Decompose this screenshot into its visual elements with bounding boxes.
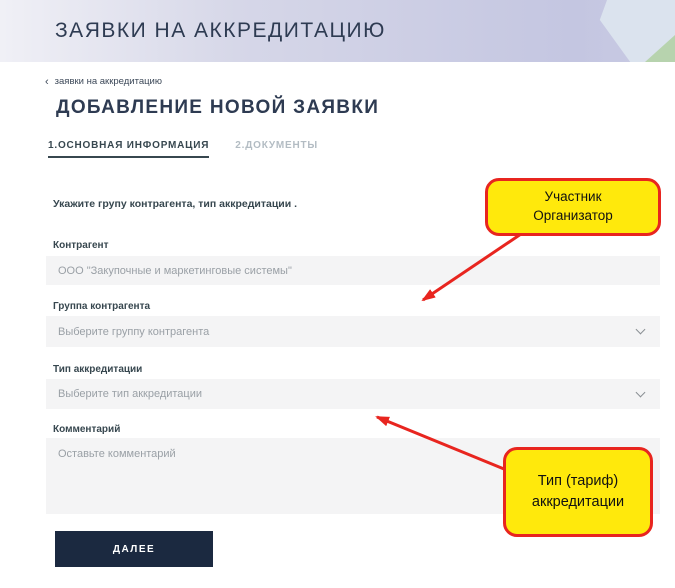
chevron-down-icon: [636, 387, 646, 397]
page-title: ДОБАВЛЕНИЕ НОВОЙ ЗАЯВКИ: [56, 97, 380, 118]
contractor-input[interactable]: [46, 256, 660, 285]
accreditation-type-select[interactable]: [46, 379, 660, 409]
breadcrumb-label[interactable]: заявки на аккредитацию: [54, 76, 162, 87]
next-button[interactable]: ДАЛЕЕ: [55, 531, 213, 567]
contractor-group-label: Группа контрагента: [53, 301, 151, 312]
callout-line: Участник: [544, 189, 602, 205]
tab-documents[interactable]: 2.ДОКУМЕНТЫ: [235, 140, 319, 151]
comment-label: Комментарий: [53, 424, 121, 435]
callout-line: Организатор: [533, 208, 613, 223]
contractor-group-select[interactable]: [46, 316, 660, 347]
chevron-down-icon: [636, 325, 646, 335]
wizard-tabs: [48, 140, 318, 158]
page-header-title: ЗАЯВКИ НА АККРЕДИТАЦИЮ: [55, 19, 386, 42]
tab-main-info[interactable]: 1.ОСНОВНАЯ ИНФОРМАЦИЯ: [48, 140, 209, 158]
accreditation-type-placeholder: Выберите тип аккредитации: [58, 388, 203, 400]
contractor-group-placeholder: Выберите группу контрагента: [58, 325, 210, 338]
breadcrumb[interactable]: [45, 76, 162, 87]
chevron-left-icon[interactable]: ‹: [45, 75, 49, 88]
annotation-callout-accreditation-type: [503, 447, 653, 537]
form-instruction: Укажите групу контрагента, тип аккредитации .: [53, 198, 298, 210]
callout-line: Тип (тариф): [537, 472, 619, 489]
annotation-callout-participant-organizer: [485, 178, 661, 236]
accreditation-type-label: Тип аккредитации: [53, 364, 143, 375]
callout-line: аккредитации: [531, 494, 625, 510]
contractor-label: Контрагент: [53, 240, 109, 251]
page-header: [0, 0, 675, 62]
